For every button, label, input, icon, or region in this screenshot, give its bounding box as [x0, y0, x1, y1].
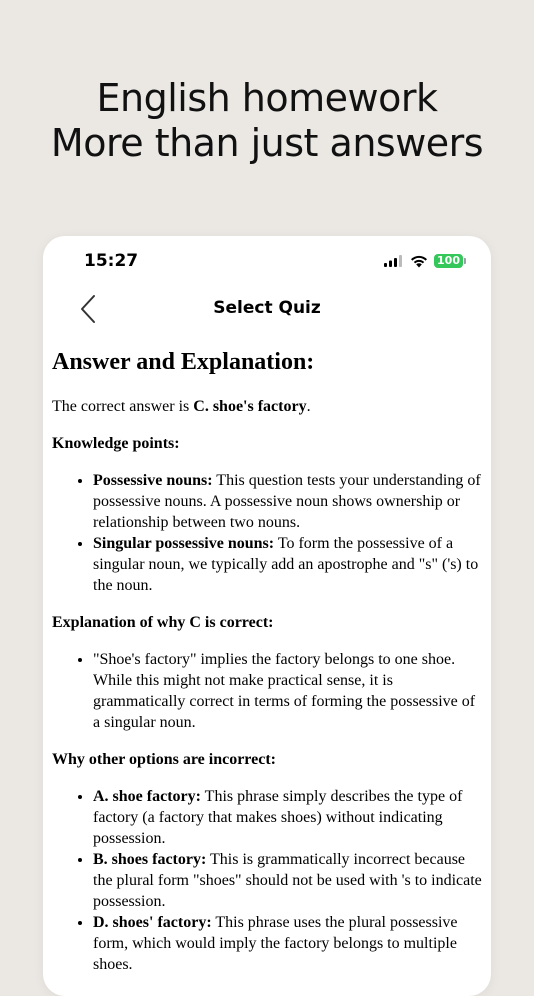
list-item: • Singular possessive nouns: To form the possessive of a singular noun, we typically add an apostrophe and "s" ('s) to the noun.	[93, 533, 484, 596]
wifi-icon	[410, 255, 428, 268]
correct-answer: C. shoe's factory	[193, 398, 307, 415]
correct-answer-text: The correct answer is C. shoe's factory.	[52, 398, 311, 415]
knowledge-points-title: Knowledge points:	[52, 435, 180, 452]
knowledge-points-list	[52, 470, 484, 596]
list-item: • Possessive nouns: This question tests your understanding of possessive nouns. A possessive noun shows ownership or relationship between two nouns.	[93, 470, 484, 533]
list-item: • D. shoes' factory: This phrase uses the plural possessive form, which would imply the factory belongs to multiple shoes.	[93, 912, 484, 975]
status-icons	[384, 253, 463, 269]
why-incorrect-list	[52, 786, 484, 975]
phone-screen	[43, 236, 491, 996]
list-item: • "Shoe's factory" implies the factory belongs to one shoe. While this might not make practical sense, it is grammatically correct in terms of forming the possessive of a singular noun.	[93, 649, 484, 733]
headline-line-2: More than just answers	[50, 121, 484, 165]
why-incorrect-title: Why other options are incorrect:	[52, 751, 276, 768]
explanation-content	[52, 348, 484, 991]
list-item: • A. shoe factory: This phrase simply describes the type of factory (a factory that makes shoes) without indicating possession.	[93, 786, 484, 849]
status-time: 15:27	[84, 251, 139, 271]
promo-headline	[0, 76, 534, 166]
cellular-signal-icon	[384, 255, 404, 267]
battery-icon: 100	[434, 254, 463, 268]
headline-line-1: English homework	[96, 76, 438, 120]
list-item: • B. shoes factory: This is grammatically incorrect because the plural form "shoes" should not be used with 's to indicate possession.	[93, 849, 484, 912]
navigation-bar	[43, 286, 491, 330]
nav-title: Select Quiz	[213, 298, 321, 318]
why-correct-title: Explanation of why C is correct:	[52, 614, 274, 631]
answer-heading: Answer and Explanation:	[52, 349, 315, 375]
why-correct-list	[52, 649, 484, 733]
status-bar	[43, 236, 491, 286]
